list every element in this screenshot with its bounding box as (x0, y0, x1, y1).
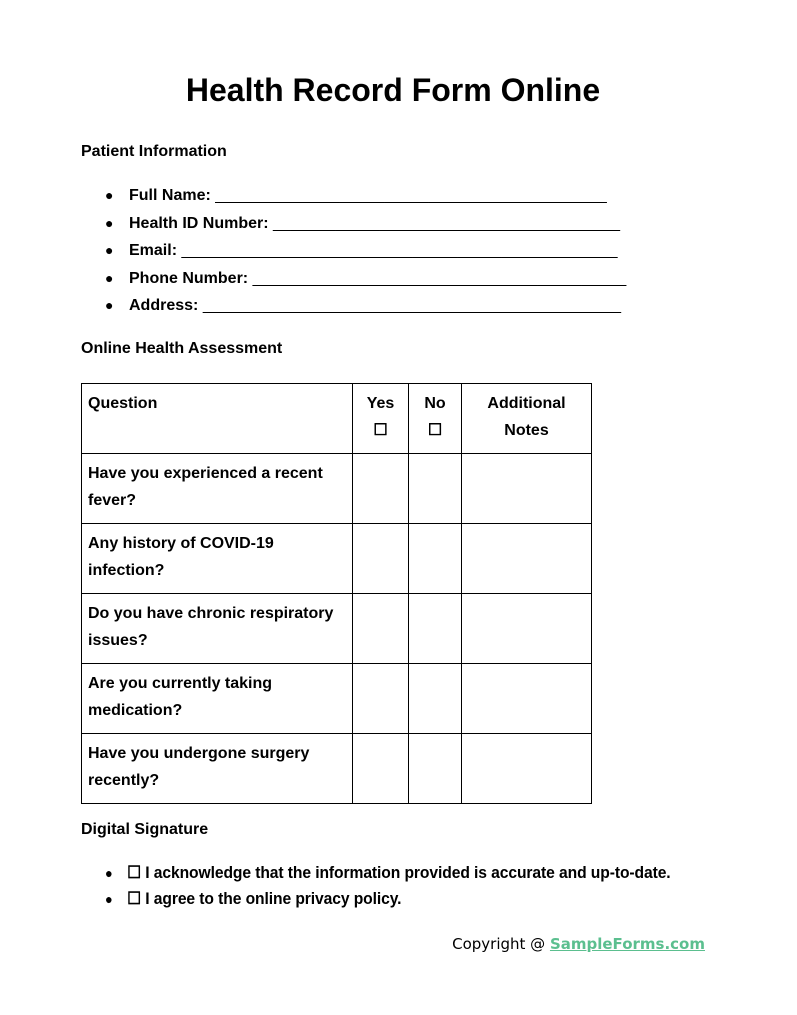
no-cell[interactable] (409, 594, 462, 664)
sampleforms-link[interactable]: SampleForms.com (549, 935, 705, 953)
table-header-row (82, 384, 592, 454)
no-cell[interactable] (409, 524, 462, 594)
checkbox-icon[interactable]: ☐ (373, 422, 388, 439)
field-label: Phone Number: (129, 269, 249, 287)
acknowledge-checkbox-item[interactable] (105, 860, 671, 886)
field-label: Address: (129, 297, 199, 314)
yes-cell[interactable] (353, 594, 409, 664)
field-line[interactable]: _________________________________________________ (181, 242, 618, 259)
yes-cell[interactable] (353, 524, 409, 594)
table-row (82, 594, 592, 664)
header-no-label: No (424, 395, 446, 412)
bullet-icon: ● (105, 891, 113, 907)
assessment-table (81, 383, 592, 804)
header-question: Question (82, 384, 353, 454)
field-full-name[interactable] (105, 182, 626, 210)
no-cell[interactable] (409, 664, 462, 734)
field-phone[interactable] (105, 265, 626, 293)
field-line[interactable]: _______________________________________________ (202, 297, 622, 314)
assessment-heading: Online Health Assessment (81, 340, 283, 357)
field-email[interactable] (105, 237, 626, 265)
field-line[interactable]: ____________________________________________ (215, 187, 607, 204)
yes-cell[interactable] (353, 664, 409, 734)
bullet-icon: ● (105, 214, 114, 231)
notes-cell[interactable] (462, 734, 592, 804)
acknowledge-label[interactable]: ☐ I acknowledge that the information provided is accurate and up-to-date. (127, 863, 671, 882)
table-row (82, 454, 592, 524)
signature-heading: Digital Signature (81, 821, 209, 838)
bullet-icon: ● (105, 187, 114, 203)
yes-cell[interactable] (353, 734, 409, 804)
field-label: Full Name: (129, 187, 211, 204)
notes-cell[interactable] (462, 454, 592, 524)
table-row (82, 524, 592, 594)
table-row (82, 734, 592, 804)
header-yes (353, 384, 409, 454)
notes-cell[interactable] (462, 524, 592, 594)
patient-info-heading: Patient Information (81, 143, 227, 160)
bullet-icon: ● (105, 297, 114, 313)
field-line[interactable]: _______________________________________ (273, 214, 621, 232)
question-cell: Any history of COVID-19 infection? (82, 524, 353, 594)
table-row (82, 664, 592, 734)
no-cell[interactable] (409, 454, 462, 524)
copyright-footer (452, 935, 705, 953)
question-cell: Have you experienced a recent fever? (82, 454, 353, 524)
question-cell: Do you have chronic respiratory issues? (82, 594, 353, 664)
bullet-icon: ● (105, 269, 114, 286)
field-address[interactable] (105, 292, 626, 320)
copyright-text: Copyright @ (452, 935, 550, 953)
header-yes-label: Yes (366, 395, 395, 412)
header-notes: Additional Notes (462, 384, 592, 454)
no-cell[interactable] (409, 734, 462, 804)
checkbox-icon[interactable]: ☐ (427, 422, 443, 439)
question-cell: Have you undergone surgery recently? (82, 734, 353, 804)
bullet-icon: ● (105, 242, 114, 258)
bullet-icon: ● (105, 865, 113, 881)
field-line[interactable]: __________________________________________ (252, 269, 627, 287)
patient-fields-list (105, 182, 626, 320)
field-label: Email: (129, 242, 178, 259)
signature-list (105, 860, 720, 912)
question-cell: Are you currently taking medication? (82, 664, 353, 734)
notes-cell[interactable] (462, 664, 592, 734)
notes-cell[interactable] (462, 594, 592, 664)
field-health-id[interactable] (105, 210, 626, 238)
yes-cell[interactable] (353, 454, 409, 524)
privacy-checkbox-item[interactable] (105, 886, 671, 912)
header-no (409, 384, 462, 454)
field-label: Health ID Number: (129, 214, 269, 232)
page-title: Health Record Form Online (185, 72, 601, 108)
privacy-label[interactable]: ☐ I agree to the online privacy policy. (127, 889, 402, 908)
